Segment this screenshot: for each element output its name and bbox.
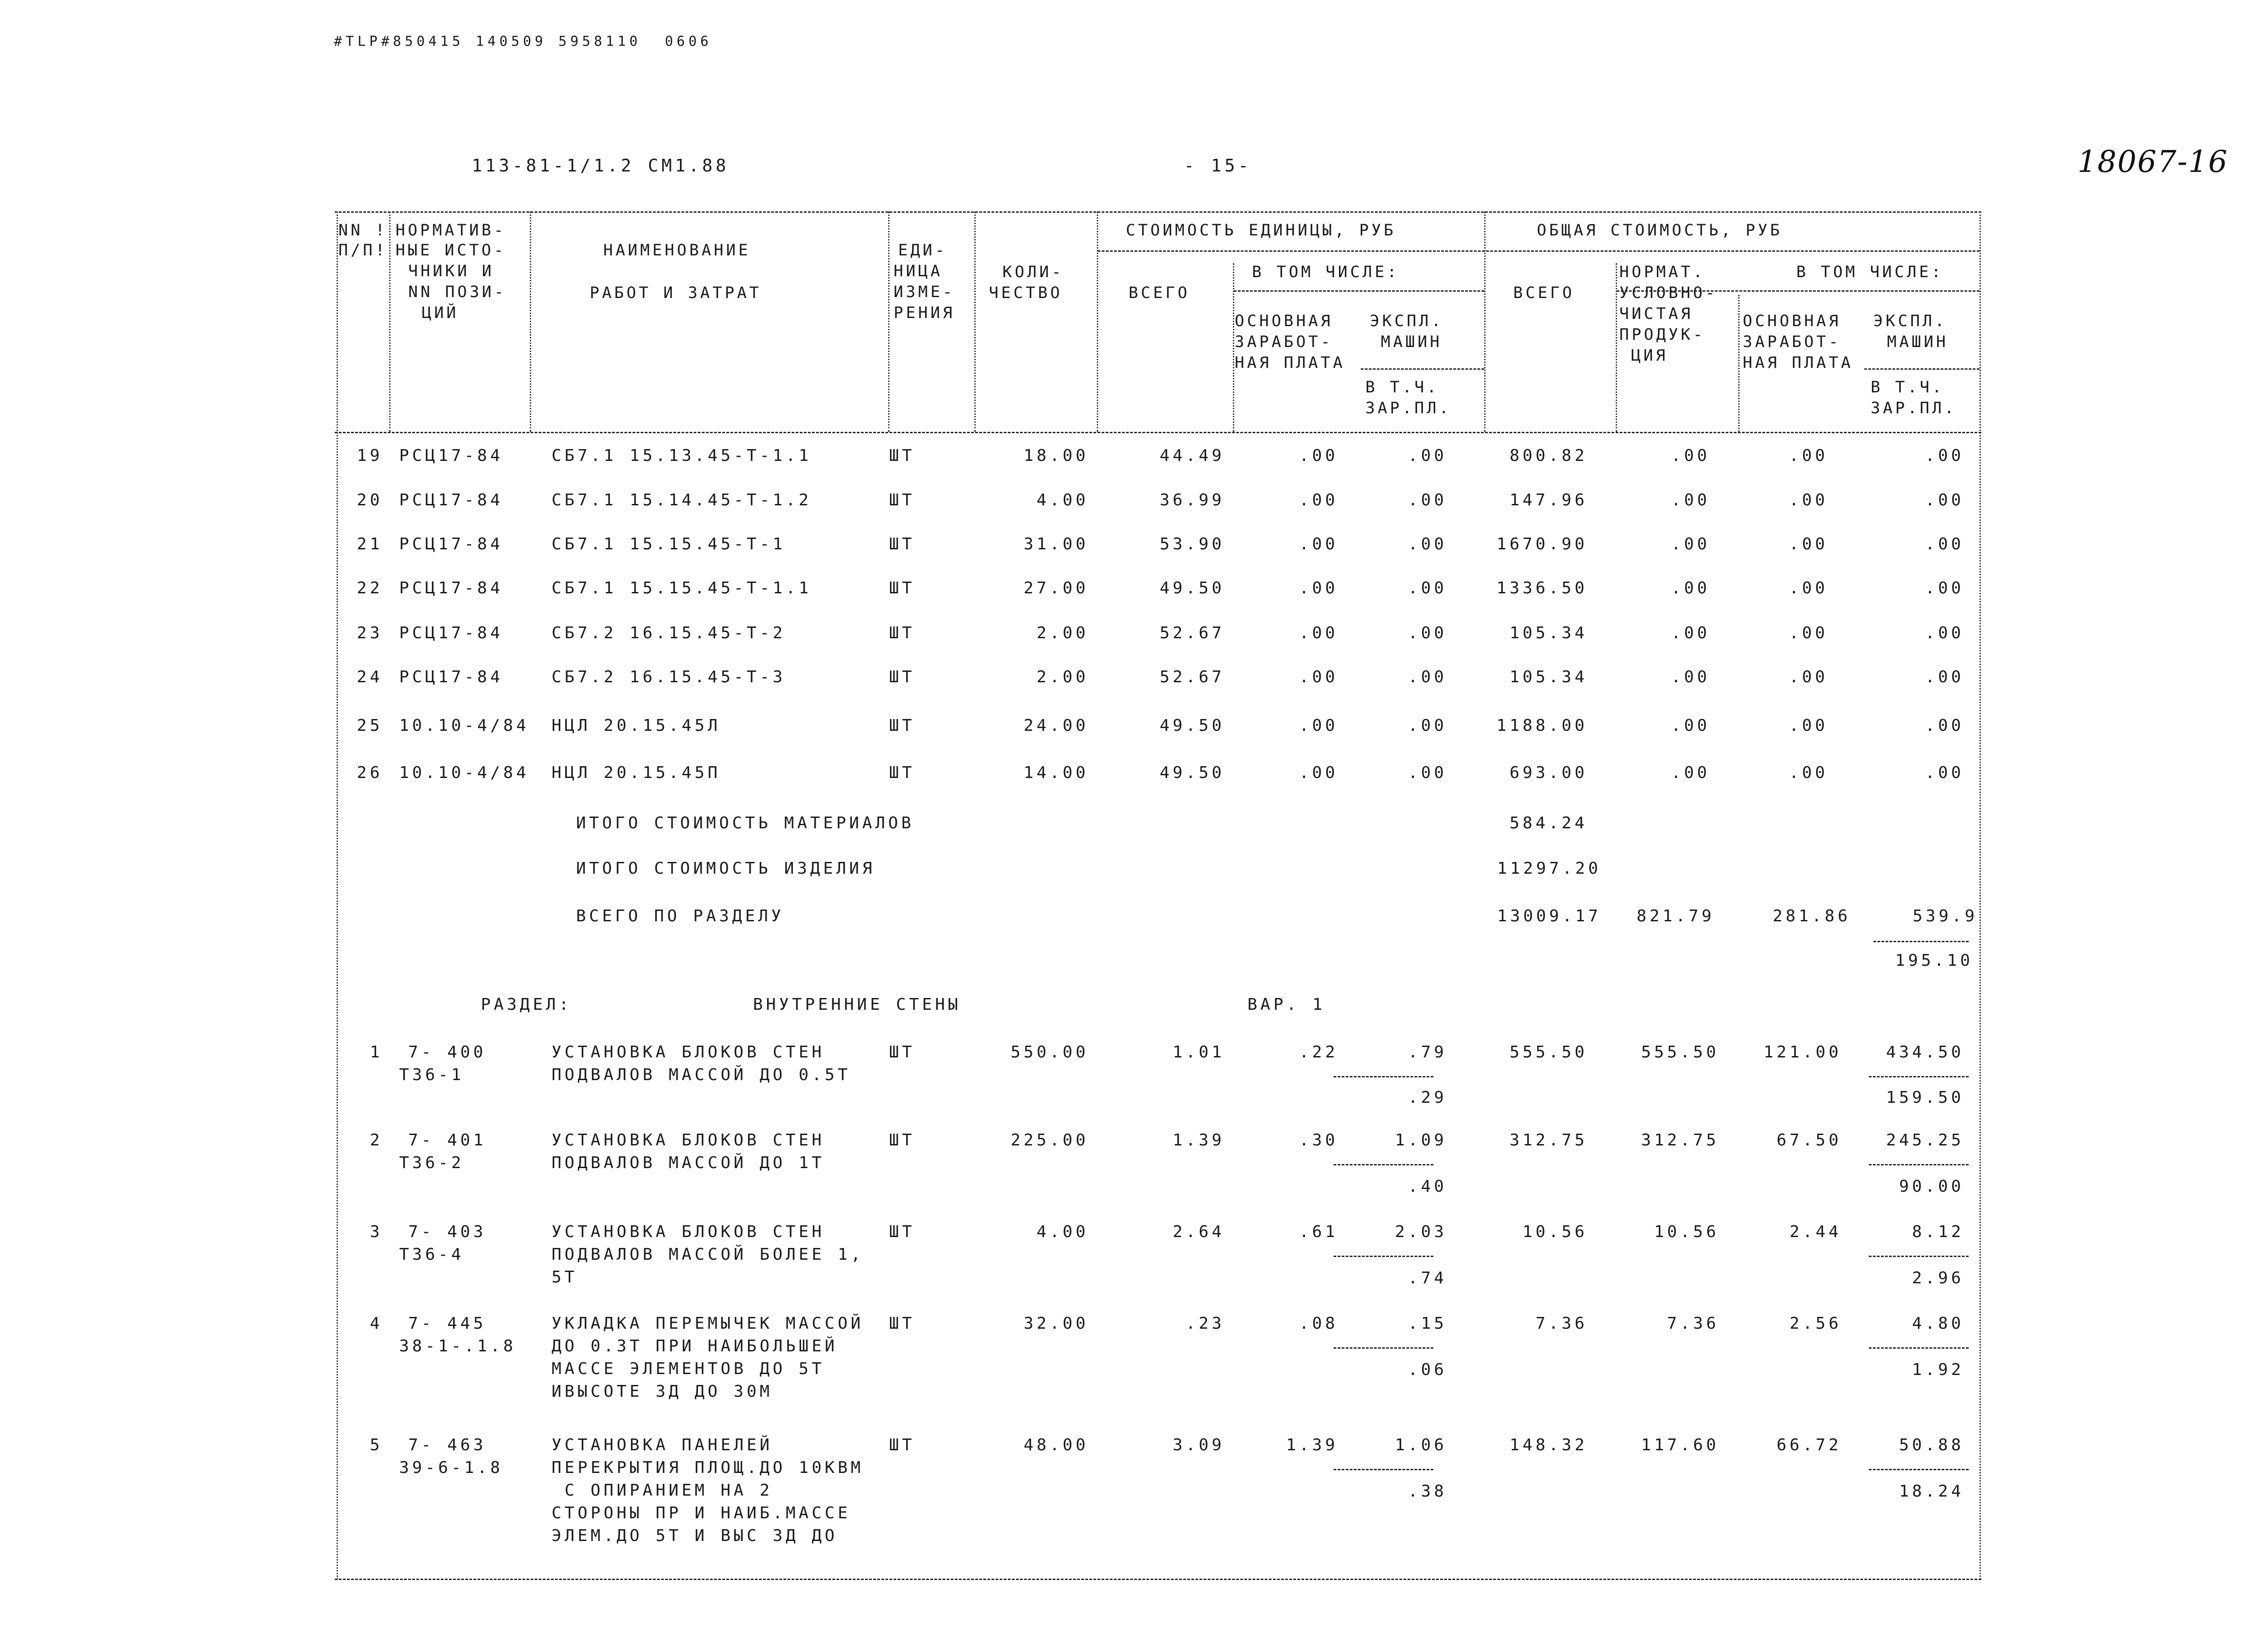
row-em-underline bbox=[1869, 1076, 1969, 1077]
header-separator bbox=[1738, 295, 1740, 432]
row-unit: ШТ bbox=[889, 668, 915, 686]
row-unit-mash: 1.06 bbox=[1395, 1436, 1447, 1454]
row-name: СБ7.2 16.15.45-Т-2 bbox=[552, 624, 786, 642]
row-qty: 31.00 bbox=[1023, 535, 1089, 553]
row-qty: 27.00 bbox=[1023, 579, 1089, 597]
row-ncp: 555.50 bbox=[1641, 1043, 1719, 1062]
row-zp: .00 bbox=[1789, 535, 1828, 553]
row-qty: 2.00 bbox=[1036, 668, 1089, 686]
row-unit-mash-underline bbox=[1334, 1469, 1433, 1470]
header-unit-osn-3: НАЯ ПЛАТА bbox=[1235, 354, 1345, 372]
row-unit: ШТ bbox=[889, 1131, 915, 1150]
row-unit-mash: .15 bbox=[1408, 1314, 1447, 1333]
row-unit-osn: .22 bbox=[1299, 1043, 1338, 1062]
header-unit-osn-1: ОСНОВНАЯ bbox=[1235, 312, 1333, 330]
row-unit-total: 44.49 bbox=[1159, 446, 1225, 465]
row-unit-mash-zp: .74 bbox=[1408, 1269, 1447, 1287]
row-sum: 1188.00 bbox=[1496, 716, 1588, 735]
row-unit-total: 52.67 bbox=[1159, 668, 1225, 686]
row-qty: 24.00 bbox=[1023, 716, 1089, 735]
row-source: 10.10-4/84 bbox=[399, 763, 529, 782]
row-ncp: .00 bbox=[1671, 668, 1710, 686]
row-unit-mash: 1.09 bbox=[1395, 1131, 1447, 1150]
row-source: 7- 403 bbox=[408, 1223, 487, 1241]
row-source: 7- 401 bbox=[408, 1131, 487, 1150]
row-number: 1 bbox=[370, 1043, 383, 1062]
header-unit-2: НИЦА bbox=[894, 262, 943, 280]
row-unit-total: 36.99 bbox=[1159, 491, 1225, 509]
row-ncp: 10.56 bbox=[1654, 1223, 1719, 1241]
header-total-v-tom-chisle: В ТОМ ЧИСЛЕ: bbox=[1796, 263, 1944, 281]
row-unit: ШТ bbox=[889, 1314, 915, 1333]
row-zp: 2.44 bbox=[1789, 1223, 1842, 1241]
section-total-em-zp: 195.10 bbox=[1895, 951, 1973, 970]
row-sum: 693.00 bbox=[1509, 763, 1588, 782]
row-source-code: Т36-4 bbox=[399, 1245, 464, 1264]
row-qty: 14.00 bbox=[1023, 763, 1089, 782]
header-separator bbox=[974, 211, 976, 432]
header-total-norm-3: ЧИСТАЯ bbox=[1619, 305, 1693, 323]
header-unit-4: РЕНИЯ bbox=[894, 304, 955, 322]
row-sum: 555.50 bbox=[1509, 1043, 1588, 1062]
row-em: 4.80 bbox=[1912, 1314, 1964, 1333]
row-em-zp: 1.92 bbox=[1912, 1360, 1964, 1379]
row-name-line: ПЕРЕКРЫТИЯ ПЛОЩ.ДО 10КВМ bbox=[552, 1458, 864, 1477]
row-number: 3 bbox=[370, 1223, 383, 1241]
row-unit-total: 49.50 bbox=[1159, 763, 1225, 782]
row-unit-mash-underline bbox=[1334, 1256, 1433, 1257]
row-em-zp: 18.24 bbox=[1899, 1482, 1964, 1501]
row-name-line: УСТАНОВКА БЛОКОВ СТЕН bbox=[552, 1131, 825, 1150]
row-name-line: УКЛАДКА ПЕРЕМЫЧЕК МАССОЙ bbox=[552, 1314, 864, 1333]
header-total-osn-1: ОСНОВНАЯ bbox=[1743, 312, 1841, 330]
header-total-mash-1: ЭКСПЛ. bbox=[1873, 312, 1947, 330]
row-source-code: Т36-1 bbox=[399, 1066, 464, 1084]
row-name-line: УСТАНОВКА ПАНЕЛЕЙ bbox=[552, 1436, 773, 1454]
row-zp: 2.56 bbox=[1789, 1314, 1842, 1333]
row-name: СБ7.1 15.13.45-Т-1.1 bbox=[552, 446, 812, 465]
row-unit-mash: .00 bbox=[1408, 579, 1447, 597]
row-zp: .00 bbox=[1789, 491, 1828, 509]
header-unit-osn-2: ЗАРАБОТ- bbox=[1235, 333, 1333, 351]
handwritten-sheet-number: 18067-16 bbox=[2077, 144, 2229, 179]
header-separator bbox=[888, 211, 890, 432]
header-total-cost-title: ОБЩАЯ СТОИМОСТЬ, РУБ bbox=[1537, 221, 1783, 240]
row-source: РСЦ17-84 bbox=[399, 624, 503, 642]
row-sum: 1336.50 bbox=[1496, 579, 1588, 597]
row-unit-mash-zp: .06 bbox=[1408, 1360, 1447, 1379]
row-zp: .00 bbox=[1789, 624, 1828, 642]
total-product-value: 11297.20 bbox=[1497, 859, 1601, 878]
header-total-mash-zp-1: В Т.Ч. bbox=[1871, 378, 1945, 396]
header-qty-2: ЧЕСТВО bbox=[989, 284, 1063, 302]
header-norm-2: НЫЕ ИСТО- bbox=[396, 241, 506, 259]
header-separator bbox=[530, 211, 531, 432]
row-source: 7- 445 bbox=[408, 1314, 487, 1333]
row-unit-total: 1.39 bbox=[1173, 1131, 1225, 1150]
row-sum: 10.56 bbox=[1522, 1223, 1588, 1241]
row-sum: 105.34 bbox=[1509, 624, 1588, 642]
row-name-line: С ОПИРАНИЕМ НА 2 bbox=[552, 1481, 773, 1500]
row-zp: .00 bbox=[1789, 446, 1828, 465]
row-unit-osn: .00 bbox=[1299, 491, 1338, 509]
table-bottom-border bbox=[335, 1579, 1981, 1580]
row-unit-mash-zp: .40 bbox=[1408, 1177, 1447, 1196]
row-unit-total: 2.64 bbox=[1173, 1223, 1225, 1241]
row-unit: ШТ bbox=[889, 1223, 915, 1241]
row-name-line: ДО 0.3Т ПРИ НАИБОЛЬШЕЙ bbox=[552, 1337, 838, 1355]
row-name-line: ПОДВАЛОВ МАССОЙ ДО 1Т bbox=[552, 1154, 825, 1172]
row-sum: 800.82 bbox=[1509, 446, 1588, 465]
row-source: 7- 400 bbox=[408, 1043, 487, 1062]
row-source: РСЦ17-84 bbox=[399, 446, 503, 465]
row-number: 22 bbox=[357, 579, 383, 597]
row-em-zp: 2.96 bbox=[1912, 1269, 1964, 1287]
total-product-label: ИТОГО СТОИМОСТЬ ИЗДЕЛИЯ bbox=[576, 859, 875, 878]
header-total-norm-2: УСЛОВНО- bbox=[1619, 284, 1718, 302]
row-sum: 105.34 bbox=[1509, 668, 1588, 686]
row-qty: 18.00 bbox=[1023, 446, 1089, 465]
section-total-ncp: 821.79 bbox=[1636, 907, 1715, 925]
header-norm-5: ЦИЙ bbox=[422, 304, 459, 322]
row-name-line: ПОДВАЛОВ МАССОЙ ДО 0.5Т bbox=[552, 1066, 851, 1084]
row-name: СБ7.1 15.15.45-Т-1 bbox=[552, 535, 786, 553]
header-total-mash-2: МАШИН bbox=[1887, 333, 1949, 351]
row-zp: .00 bbox=[1789, 579, 1828, 597]
row-em: .00 bbox=[1925, 446, 1964, 465]
row-name-line: МАССЕ ЭЛЕМЕНТОВ ДО 5Т bbox=[552, 1360, 825, 1378]
table-header-bottom-border bbox=[335, 432, 1981, 433]
row-unit-mash: .00 bbox=[1408, 624, 1447, 642]
section-title: ВНУТРЕННИЕ СТЕНЫ bbox=[753, 995, 961, 1014]
row-qty: 4.00 bbox=[1036, 1223, 1089, 1241]
row-name: СБ7.1 15.15.45-Т-1.1 bbox=[552, 579, 812, 597]
page-reference: 113-81-1/1.2 СМ1.88 bbox=[472, 156, 729, 176]
row-zp: 66.72 bbox=[1776, 1436, 1842, 1454]
row-unit-mash: .00 bbox=[1408, 491, 1447, 509]
header-norm-4: NN ПОЗИ- bbox=[408, 283, 507, 301]
table-top-border bbox=[335, 211, 1981, 213]
row-em-underline bbox=[1869, 1256, 1969, 1257]
row-number: 4 bbox=[370, 1314, 383, 1333]
row-qty: 32.00 bbox=[1023, 1314, 1089, 1333]
row-source-code: 38-1-.1.8 bbox=[399, 1337, 517, 1355]
row-ncp: 312.75 bbox=[1641, 1131, 1719, 1150]
row-number: 25 bbox=[357, 716, 383, 735]
row-unit-osn: .08 bbox=[1299, 1314, 1338, 1333]
row-source: 10.10-4/84 bbox=[399, 716, 529, 735]
row-number: 26 bbox=[357, 763, 383, 782]
row-unit-total: 52.67 bbox=[1159, 624, 1225, 642]
header-unit-mash-zp-1: В Т.Ч. bbox=[1365, 378, 1439, 396]
row-unit: ШТ bbox=[889, 1043, 915, 1062]
row-qty: 225.00 bbox=[1010, 1131, 1089, 1150]
section-label: РАЗДЕЛ: bbox=[481, 995, 572, 1014]
row-unit: ШТ bbox=[889, 579, 915, 597]
header-name-2: РАБОТ И ЗАТРАТ bbox=[590, 284, 762, 302]
row-ncp: 7.36 bbox=[1667, 1314, 1719, 1333]
header-subdivider bbox=[1864, 368, 1980, 370]
row-name-line: УСТАНОВКА БЛОКОВ СТЕН bbox=[552, 1223, 825, 1241]
header-nn-1: NN ! bbox=[338, 221, 388, 240]
row-name-line: ПОДВАЛОВ МАССОЙ БОЛЕЕ 1, bbox=[552, 1245, 864, 1264]
row-unit-total: 1.01 bbox=[1173, 1043, 1225, 1062]
row-name-line: УСТАНОВКА БЛОКОВ СТЕН bbox=[552, 1043, 825, 1062]
row-unit-osn: .00 bbox=[1299, 716, 1338, 735]
header-unit-vsego: ВСЕГО bbox=[1129, 284, 1190, 302]
header-total-osn-2: ЗАРАБОТ- bbox=[1743, 333, 1841, 351]
row-name-line: ЭЛЕМ.ДО 5Т И ВЫС ЗД ДО bbox=[552, 1526, 838, 1545]
header-subdivider bbox=[1098, 250, 1980, 252]
row-name: НЦЛ 20.15.45П bbox=[552, 763, 721, 782]
header-total-osn-3: НАЯ ПЛАТА bbox=[1743, 354, 1853, 372]
row-unit-mash: 2.03 bbox=[1395, 1223, 1447, 1241]
header-qty-1: КОЛИ- bbox=[1002, 263, 1064, 281]
row-unit-total: .23 bbox=[1185, 1314, 1225, 1333]
row-unit-mash: .00 bbox=[1408, 446, 1447, 465]
row-em: .00 bbox=[1925, 716, 1964, 735]
section-total-sum: 13009.17 bbox=[1497, 907, 1601, 925]
row-source: 7- 463 bbox=[408, 1436, 487, 1454]
row-ncp: .00 bbox=[1671, 763, 1710, 782]
row-unit-mash-underline bbox=[1334, 1347, 1433, 1349]
row-source: РСЦ17-84 bbox=[399, 535, 503, 553]
header-unit-3: ИЗМЕ- bbox=[894, 283, 955, 301]
row-number: 5 bbox=[370, 1436, 383, 1454]
row-em: 50.88 bbox=[1899, 1436, 1964, 1454]
row-em: 8.12 bbox=[1912, 1223, 1964, 1241]
header-unit-mash-2: МАШИН bbox=[1381, 333, 1442, 351]
header-unit-1: ЕДИ- bbox=[898, 241, 948, 259]
row-ncp: .00 bbox=[1671, 716, 1710, 735]
row-zp: .00 bbox=[1789, 763, 1828, 782]
header-unit-mash-zp-2: ЗАР.ПЛ. bbox=[1365, 399, 1452, 417]
row-unit-osn: .00 bbox=[1299, 624, 1338, 642]
row-em: .00 bbox=[1925, 491, 1964, 509]
header-name-1: НАИМЕНОВАНИЕ bbox=[603, 241, 751, 259]
row-name: СБ7.2 16.15.45-Т-3 bbox=[552, 668, 786, 686]
header-nn-2: П/П! bbox=[338, 241, 388, 259]
row-unit-mash: .00 bbox=[1408, 763, 1447, 782]
row-em-underline bbox=[1869, 1347, 1969, 1349]
row-unit: ШТ bbox=[889, 716, 915, 735]
header-separator bbox=[1097, 211, 1098, 432]
row-source-code: 39-6-1.8 bbox=[399, 1458, 503, 1477]
row-unit-mash-zp: .38 bbox=[1408, 1482, 1447, 1501]
row-zp: 67.50 bbox=[1776, 1131, 1842, 1150]
header-subdivider bbox=[1361, 368, 1484, 370]
row-zp: .00 bbox=[1789, 716, 1828, 735]
row-unit-osn: .00 bbox=[1299, 535, 1338, 553]
section-variant: ВАР. 1 bbox=[1247, 995, 1326, 1014]
header-separator bbox=[1233, 263, 1234, 432]
section-total-zp: 281.86 bbox=[1772, 907, 1851, 925]
row-unit-mash-underline bbox=[1334, 1076, 1433, 1077]
section-total-label: ВСЕГО ПО РАЗДЕЛУ bbox=[576, 907, 784, 925]
row-em: 434.50 bbox=[1886, 1043, 1964, 1062]
header-unit-v-tom-chisle: В ТОМ ЧИСЛЕ: bbox=[1252, 263, 1399, 281]
row-sum: 1670.90 bbox=[1496, 535, 1588, 553]
table-left-border bbox=[337, 211, 338, 1580]
row-name: СБ7.1 15.14.45-Т-1.2 bbox=[552, 491, 812, 509]
row-ncp: .00 bbox=[1671, 491, 1710, 509]
header-unit-mash-1: ЭКСПЛ. bbox=[1370, 312, 1444, 330]
header-subdivider bbox=[1234, 290, 1484, 292]
header-separator bbox=[389, 211, 391, 432]
header-separator bbox=[1484, 211, 1486, 432]
row-number: 21 bbox=[357, 535, 383, 553]
row-unit-total: 3.09 bbox=[1173, 1436, 1225, 1454]
row-qty: 550.00 bbox=[1010, 1043, 1089, 1062]
document-id: #TLP#850415 140509 5958110 0606 bbox=[334, 34, 712, 49]
row-source: РСЦ17-84 bbox=[399, 579, 503, 597]
row-em: .00 bbox=[1925, 624, 1964, 642]
row-qty: 48.00 bbox=[1023, 1436, 1089, 1454]
section-total-underline bbox=[1873, 941, 1969, 942]
row-unit: ШТ bbox=[889, 1436, 915, 1454]
row-source-code: Т36-2 bbox=[399, 1154, 464, 1172]
row-em-underline bbox=[1869, 1469, 1969, 1470]
row-em-underline bbox=[1869, 1164, 1969, 1165]
row-unit-osn: .61 bbox=[1299, 1223, 1338, 1241]
row-name-line: ИВЫСОТЕ ЗД ДО 30М bbox=[552, 1382, 773, 1401]
header-total-norm-5: ЦИЯ bbox=[1631, 347, 1668, 365]
row-name-line: 5Т bbox=[552, 1268, 578, 1287]
row-zp: 121.00 bbox=[1763, 1043, 1842, 1062]
page-number: - 15- bbox=[1184, 156, 1252, 176]
row-unit: ШТ bbox=[889, 763, 915, 782]
row-sum: 7.36 bbox=[1535, 1314, 1588, 1333]
row-source: РСЦ17-84 bbox=[399, 491, 503, 509]
row-ncp: .00 bbox=[1671, 535, 1710, 553]
row-unit-osn: .00 bbox=[1299, 763, 1338, 782]
total-materials-label: ИТОГО СТОИМОСТЬ МАТЕРИАЛОВ bbox=[576, 814, 914, 832]
row-number: 19 bbox=[357, 446, 383, 465]
row-qty: 2.00 bbox=[1036, 624, 1089, 642]
header-total-norm-4: ПРОДУК- bbox=[1619, 326, 1706, 344]
row-unit-osn: .30 bbox=[1299, 1131, 1338, 1150]
row-em: .00 bbox=[1925, 535, 1964, 553]
row-sum: 147.96 bbox=[1509, 491, 1588, 509]
row-number: 2 bbox=[370, 1131, 383, 1150]
row-unit-osn: .00 bbox=[1299, 579, 1338, 597]
row-ncp: .00 bbox=[1671, 579, 1710, 597]
header-separator bbox=[1616, 263, 1617, 432]
row-unit-mash: .00 bbox=[1408, 535, 1447, 553]
row-unit-mash: .00 bbox=[1408, 668, 1447, 686]
row-unit-mash-zp: .29 bbox=[1408, 1088, 1447, 1107]
row-ncp: .00 bbox=[1671, 624, 1710, 642]
row-unit-total: 49.50 bbox=[1159, 579, 1225, 597]
table-right-border bbox=[1980, 211, 1981, 1580]
row-unit-osn: .00 bbox=[1299, 668, 1338, 686]
row-sum: 312.75 bbox=[1509, 1131, 1588, 1150]
row-unit: ШТ bbox=[889, 624, 915, 642]
header-total-mash-zp-2: ЗАР.ПЛ. bbox=[1871, 399, 1957, 417]
row-number: 24 bbox=[357, 668, 383, 686]
header-unit-cost-title: СТОИМОСТЬ ЕДИНИЦЫ, РУБ bbox=[1126, 221, 1396, 240]
row-qty: 4.00 bbox=[1036, 491, 1089, 509]
header-total-norm-1: НОРМАТ. bbox=[1619, 263, 1706, 281]
row-number: 23 bbox=[357, 624, 383, 642]
row-em: .00 bbox=[1925, 579, 1964, 597]
total-materials-value: 584.24 bbox=[1509, 814, 1588, 832]
row-source: РСЦ17-84 bbox=[399, 668, 503, 686]
header-norm-1: НОРМАТИВ- bbox=[396, 221, 506, 240]
row-unit: ШТ bbox=[889, 446, 915, 465]
row-unit: ШТ bbox=[889, 491, 915, 509]
row-unit-mash: .79 bbox=[1408, 1043, 1447, 1062]
row-unit-osn: .00 bbox=[1299, 446, 1338, 465]
row-unit-mash-underline bbox=[1334, 1164, 1433, 1165]
row-em: 245.25 bbox=[1886, 1131, 1964, 1150]
row-em: .00 bbox=[1925, 763, 1964, 782]
row-unit: ШТ bbox=[889, 535, 915, 553]
row-unit-total: 49.50 bbox=[1159, 716, 1225, 735]
header-norm-3: ЧНИКИ И bbox=[408, 262, 494, 280]
header-total-vsego: ВСЕГО bbox=[1513, 284, 1575, 302]
row-sum: 148.32 bbox=[1509, 1436, 1588, 1454]
row-name: НЦЛ 20.15.45Л bbox=[552, 716, 721, 735]
row-unit-osn: 1.39 bbox=[1286, 1436, 1338, 1454]
row-zp: .00 bbox=[1789, 668, 1828, 686]
row-number: 20 bbox=[357, 491, 383, 509]
row-name-line: СТОРОНЫ ПР И НАИБ.МАССЕ bbox=[552, 1504, 851, 1522]
row-em: .00 bbox=[1925, 668, 1964, 686]
section-total-em: 539.9 bbox=[1912, 907, 1978, 925]
row-em-zp: 159.50 bbox=[1886, 1088, 1964, 1107]
row-em-zp: 90.00 bbox=[1899, 1177, 1964, 1196]
row-ncp: .00 bbox=[1671, 446, 1710, 465]
row-unit-total: 53.90 bbox=[1159, 535, 1225, 553]
row-unit-mash: .00 bbox=[1408, 716, 1447, 735]
row-ncp: 117.60 bbox=[1641, 1436, 1719, 1454]
